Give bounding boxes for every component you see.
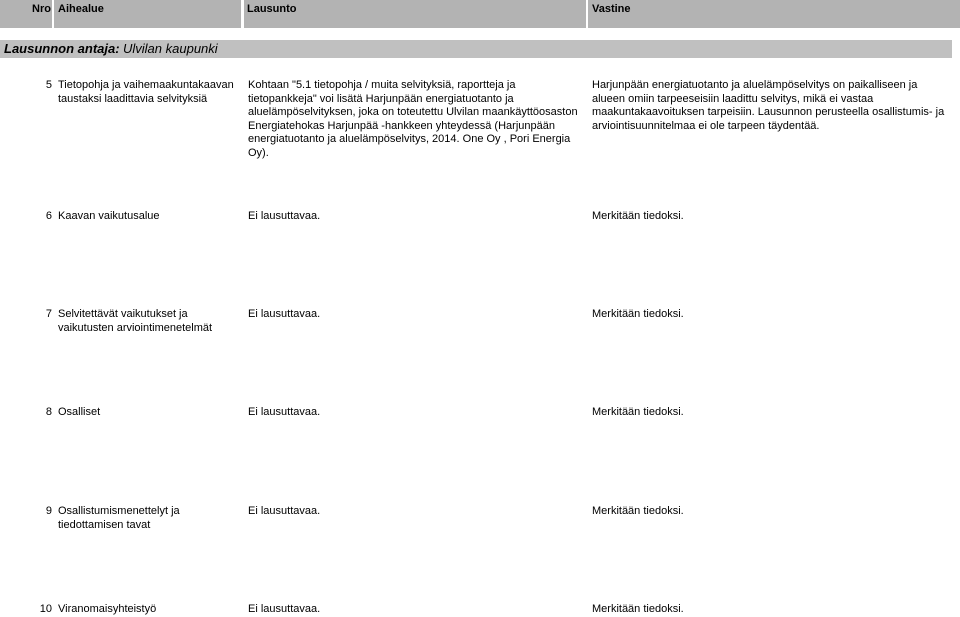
row-topic: Selvitettävät vaikutukset ja vaikutusten arviointimenetelmät (58, 308, 213, 334)
row-topic: Tietopohja ja vaihemaakuntakaavan taustaksi laadittavia selvityksiä (58, 79, 234, 105)
row-response: Merkitään tiedoksi. (592, 406, 684, 418)
row-response: Merkitään tiedoksi. (592, 603, 684, 615)
row-statement: Kohtaan "5.1 tietopohja / muita selvityksiä, raportteja ja tietopankkeja" voi lisätä Harjunpään energiatuotanto ja aluelämpöselvityksen, joka on toteutettu Ulvilan maankäyttöosaston Energiatehokas Harjunpää -hankkeen yhteydessä (Harjunpään energiatuotanto ja aluelämpöselvitys, 2014. One Oy , Pori Energia Oy). (248, 79, 578, 159)
row-number: 10 (39, 603, 52, 615)
statement-giver-value: Ulvilan kaupunki (123, 41, 218, 56)
row-topic: Kaavan vaikutusalue (58, 210, 160, 222)
row-number: 8 (45, 406, 52, 418)
row-topic: Osalliset (58, 406, 101, 418)
row-response: Merkitään tiedoksi. (592, 505, 684, 517)
row-statement: Ei lausuttavaa. (248, 406, 321, 418)
row-response: Merkitään tiedoksi. (592, 210, 684, 222)
header-nro (0, 0, 52, 28)
row-topic: Osallistumismenettelyt ja tiedottamisen tavat (58, 505, 180, 531)
row-response: Merkitään tiedoksi. (592, 308, 684, 320)
statement-giver-bar (0, 40, 952, 58)
header-nro-label: Nro (32, 3, 51, 15)
row-topic: Viranomaisyhteistyö (58, 603, 157, 615)
header-vastine: Vastine (588, 0, 960, 28)
header-lausunto: Lausunto (244, 0, 586, 28)
row-statement: Ei lausuttavaa. (248, 505, 321, 517)
statement-giver-label: Lausunnon antaja: (4, 41, 120, 56)
row-number: 7 (45, 308, 52, 320)
row-number: 6 (45, 210, 52, 222)
header-aihealue: Aihealue (54, 0, 241, 28)
row-number: 5 (45, 79, 52, 91)
table-header (0, 0, 960, 28)
row-response: Harjunpään energiatuotanto ja aluelämpöselvitys on paikalliseen ja alueen omiin tarpeeseisiin laadittu selvitys, mikä ei vastaa maakuntakaavoituksen tarpeisiin. Lausunnon perusteella osallistumis- ja arviointisuunnitelmaa ei ole tarpeen täydentää. (592, 79, 945, 132)
row-statement: Ei lausuttavaa. (248, 308, 321, 320)
row-number: 9 (45, 505, 52, 517)
row-statement: Ei lausuttavaa. (248, 210, 321, 222)
row-statement: Ei lausuttavaa. (248, 603, 321, 615)
